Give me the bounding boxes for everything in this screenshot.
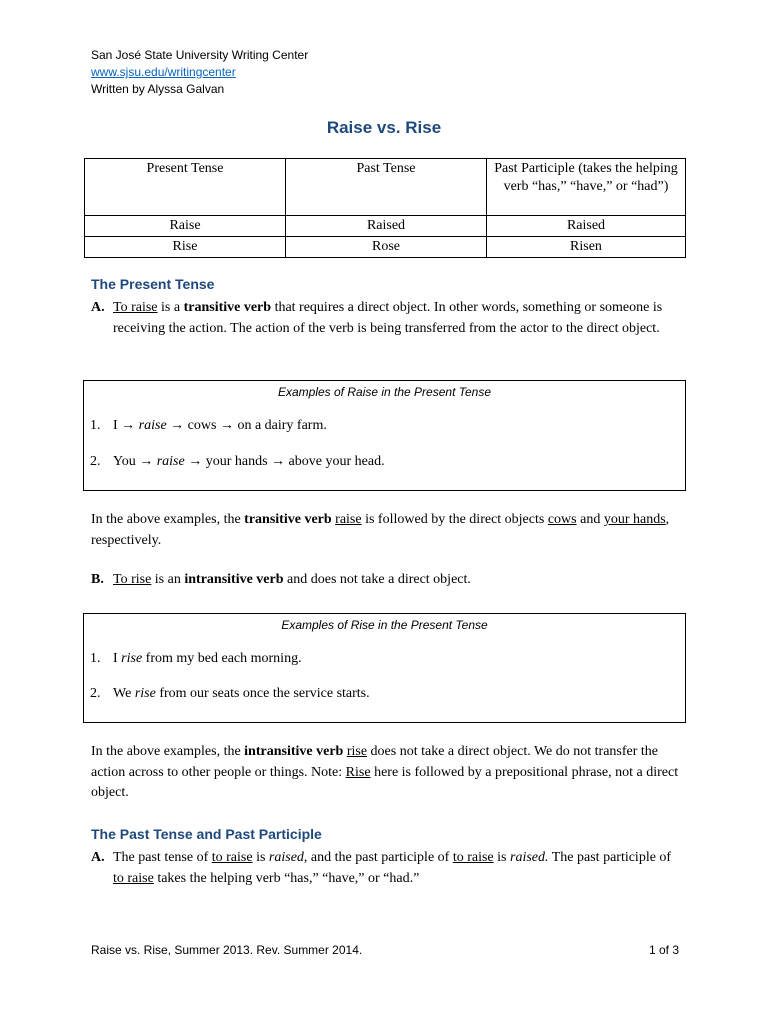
examples-caption: Examples of Rise in the Present Tense — [281, 618, 488, 632]
paragraph-a-past-tense — [91, 848, 681, 889]
text: here is followed by a prepositional phrase, not a direct object. — [91, 764, 679, 800]
subject: You — [113, 454, 136, 469]
verb-forms-table — [84, 158, 686, 258]
arrow-icon: → — [271, 454, 286, 469]
page-number: 1 of 3 — [648, 943, 679, 957]
table-cell: Raised — [286, 216, 487, 237]
text: from my bed each morning. — [142, 651, 302, 666]
section-heading-present-tense: The Present Tense — [91, 276, 215, 292]
text: above your head. — [288, 454, 385, 469]
org-name: San José State University Writing Center — [91, 48, 309, 62]
text: In the above examples, the — [91, 744, 245, 759]
list-label: A. — [91, 300, 105, 315]
table-cell: Rose — [286, 237, 487, 258]
example-item — [90, 651, 302, 667]
underlined-word: to raise — [452, 850, 494, 865]
verb: raise — [138, 418, 167, 433]
table-cell: Rise — [85, 237, 286, 258]
example-item — [90, 418, 327, 434]
text: on a dairy farm. — [237, 418, 327, 433]
italic-word: raised. — [510, 850, 549, 865]
list-label: A. — [91, 850, 105, 865]
text: In the above examples, the — [91, 512, 245, 527]
underlined-word: rise — [346, 744, 368, 759]
text: takes the helping verb “has,” “have,” or “had.” — [153, 870, 420, 886]
subject: We — [113, 686, 135, 701]
table-header-cell: Past Tense — [286, 159, 487, 216]
underlined-word: raise — [335, 512, 362, 527]
underlined-word: Rise — [345, 764, 371, 780]
verb: raise — [156, 454, 185, 469]
subject: I — [113, 651, 122, 666]
list-number: 2. — [90, 686, 101, 701]
paragraph-after-raise-examples — [91, 510, 681, 551]
term-to-rise: To rise — [113, 572, 152, 587]
verb: rise — [121, 651, 143, 666]
examples-box-rise — [83, 613, 686, 723]
writing-center-link[interactable]: www.sjsu.edu/writingcenter — [91, 65, 236, 79]
text: is an — [151, 572, 185, 587]
paragraph-after-rise-examples — [91, 742, 681, 804]
italic-word: raised — [268, 850, 304, 865]
footer-text: Raise vs. Rise, Summer 2013. Rev. Summer 2014. — [91, 943, 363, 957]
term-transitive-verb: transitive verb — [183, 300, 272, 315]
examples-box-raise — [83, 380, 686, 491]
object: your hands — [205, 454, 268, 469]
text: is followed by the direct objects — [361, 512, 548, 527]
term-intransitive-verb: intransitive verb — [184, 572, 284, 587]
text: is a — [157, 300, 184, 315]
table-cell: Raised — [487, 216, 686, 237]
table-row — [85, 216, 686, 237]
text: The past tense of — [113, 850, 212, 865]
list-number: 1. — [90, 418, 101, 433]
text: , respectively. — [91, 512, 670, 548]
table-cell: Raise — [85, 216, 286, 237]
table-header-cell: Past Participle (takes the helping verb “has,” “have,” or “had”) — [487, 159, 686, 216]
page-footer — [91, 943, 679, 957]
table-row — [85, 237, 686, 258]
example-item — [90, 454, 385, 470]
term-to-raise: To raise — [113, 300, 158, 315]
arrow-icon: → — [139, 454, 154, 469]
arrow-icon: → — [170, 418, 185, 433]
text: does not take a direct object. We do not transfer the action across to other people or things. Note: — [91, 744, 659, 780]
underlined-word: your hands — [603, 512, 666, 527]
term-intransitive-verb: intransitive verb — [244, 744, 344, 759]
table-header-cell: Present Tense — [85, 159, 286, 216]
text: and does not take a direct object. — [283, 572, 471, 587]
text: from our seats once the service starts. — [155, 686, 370, 701]
underlined-word: cows — [547, 512, 577, 527]
text: that requires a direct object. In other words, something or someone is receiving the action. The action of the verb is being transferred from the actor to the direct object. — [113, 300, 663, 336]
paragraph-a-raise — [91, 298, 681, 339]
arrow-icon: → — [219, 418, 234, 433]
author-line: Written by Alyssa Galvan — [91, 82, 225, 96]
subject: I — [113, 418, 118, 433]
underlined-word: to raise — [113, 870, 154, 886]
verb: rise — [134, 686, 156, 701]
example-item — [90, 686, 370, 702]
object: cows — [187, 418, 217, 433]
section-heading-past-tense: The Past Tense and Past Participle — [91, 826, 322, 842]
table-cell: Risen — [487, 237, 686, 258]
text: , and the past participle of — [303, 850, 453, 865]
examples-caption: Examples of Raise in the Present Tense — [277, 385, 491, 399]
list-label: B. — [91, 572, 104, 587]
page-title: Raise vs. Rise — [326, 118, 442, 137]
document-header — [91, 47, 308, 98]
list-number: 2. — [90, 454, 101, 469]
underlined-word: to raise — [211, 850, 253, 865]
text: The past participle of — [548, 850, 672, 865]
term-transitive-verb: transitive verb — [244, 512, 332, 527]
arrow-icon: → — [121, 418, 136, 433]
arrow-icon: → — [188, 454, 203, 469]
table-header-row — [85, 159, 686, 216]
text: is — [493, 850, 510, 865]
text: is — [252, 850, 269, 865]
paragraph-b-rise — [91, 570, 681, 591]
text: and — [576, 512, 604, 527]
list-number: 1. — [90, 651, 101, 666]
